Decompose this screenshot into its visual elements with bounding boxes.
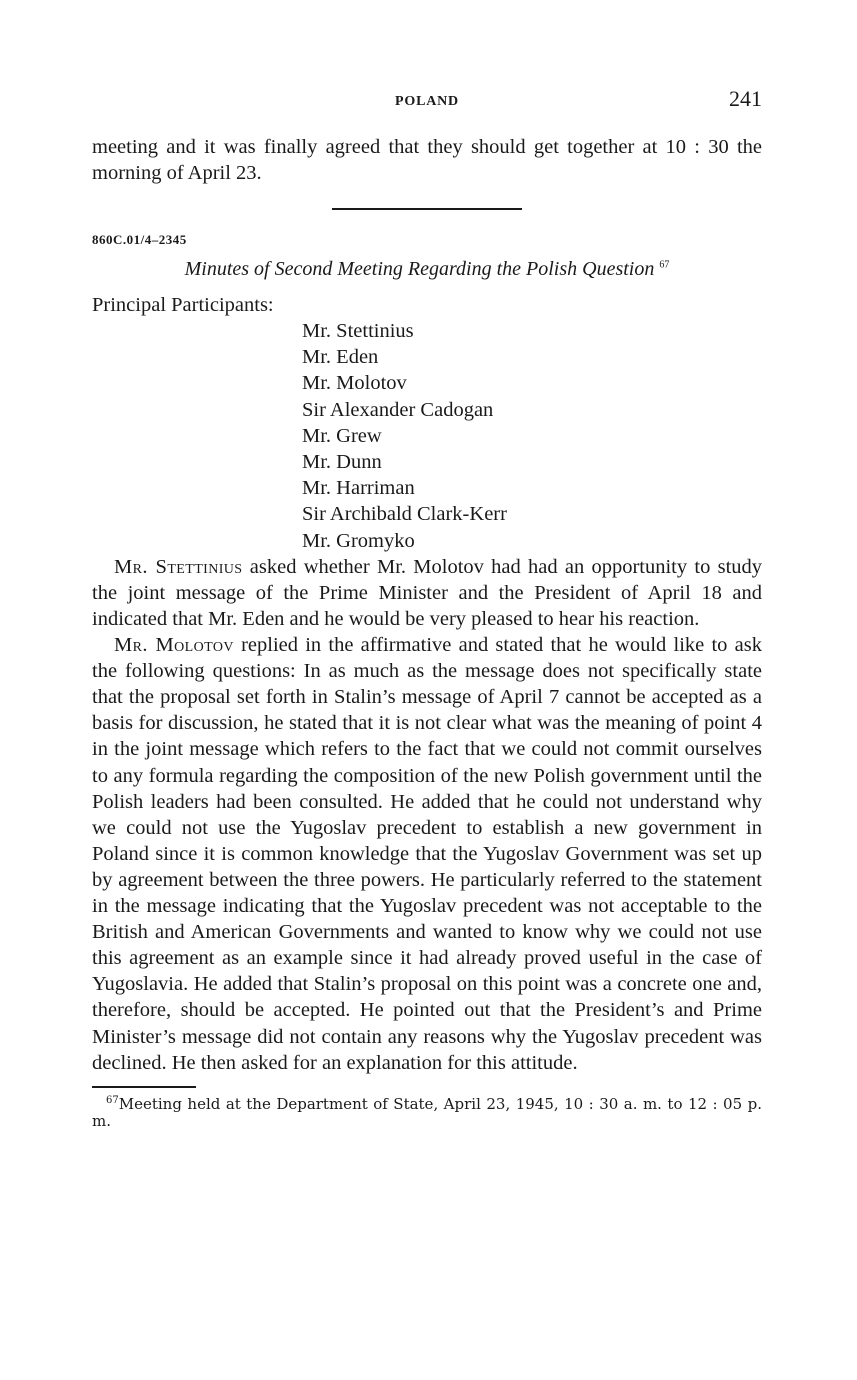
footnote-divider [92,1086,196,1088]
page [92,86,762,1130]
participants-list [92,318,762,554]
running-title: POLAND [395,94,459,109]
page-number: 241 [729,86,762,111]
paragraph-text: replied in the affirmative and stated that he would like to ask the following questions: In as much as the message does not specifically state that the proposal set forth in Stalin’s message of April 7 cannot be accepted as a basis for discussion, he stated that it is not clear what was the meaning of point 4 in the joint message which refers to the fact that we could not commit ourselves to any formula regarding the composition of the new Polish government until the Polish leaders had been consulted. He added that he could not understand why we could not use the Yugoslav precedent to establish a new government in Poland since it is common knowledge that the Yugoslav Government was set up by agreement between the three powers. He particularly referred to the statement in the message indicating that the Yugoslav precedent was not acceptable to the British and American Governments and wanted to know why we could not use this agreement as an example since it had already proved useful in the case of Yugoslavia. He added that Stalin’s proposal on this point was a concrete one and, therefore, should be accepted. He pointed out that the President’s and Prime Minister’s message did not contain any reasons why the Yugoslav precedent was declined. He then asked for an explanation for this attitude. [92,634,762,1074]
footnote-text: Meeting held at the Department of State, April 23, 1945, 10 : 30 a. m. to 12 : 05 p. m. [92,1094,762,1130]
file-number: 860C.01/4–2345 [92,232,187,247]
participant: Mr. Grew [302,424,382,447]
participant: Sir Archibald Clark-Kerr [302,503,507,526]
footnote-reference: 67 [659,259,670,271]
participant: Mr. Molotov [302,372,407,395]
participant: Sir Alexander Cadogan [302,398,494,421]
participants-label: Principal Participants: [92,294,274,316]
footnote [92,1096,762,1130]
participant: Mr. Dunn [302,451,382,474]
document-title-text: Minutes of Second Meeting Regarding the Polish Question [184,258,655,280]
participant: Mr. Eden [302,346,379,369]
section-divider [332,208,522,210]
participant: Mr. Harriman [302,477,415,500]
minutes-paragraph [92,554,762,632]
speaker-name: Mr. Stettinius [114,555,243,578]
footnote-marker: 67 [106,1094,119,1106]
document-title [92,256,762,282]
participant: Mr. Gromyko [302,529,415,552]
paragraph-text: asked whether Mr. Molotov had had an opportunity to study the joint message of the Prime Minister and the President of April 18 and indicated that Mr. Eden and he would be very pleased to hear his reaction. [92,555,763,631]
continuation-paragraph: meeting and it was finally agreed that they should get together at 10 : 30 the morning of April 23. [92,136,762,184]
running-head [92,86,762,120]
speaker-name: Mr. Molotov [114,634,234,657]
participant: Mr. Stettinius [302,320,414,342]
minutes-paragraph [92,632,762,1076]
